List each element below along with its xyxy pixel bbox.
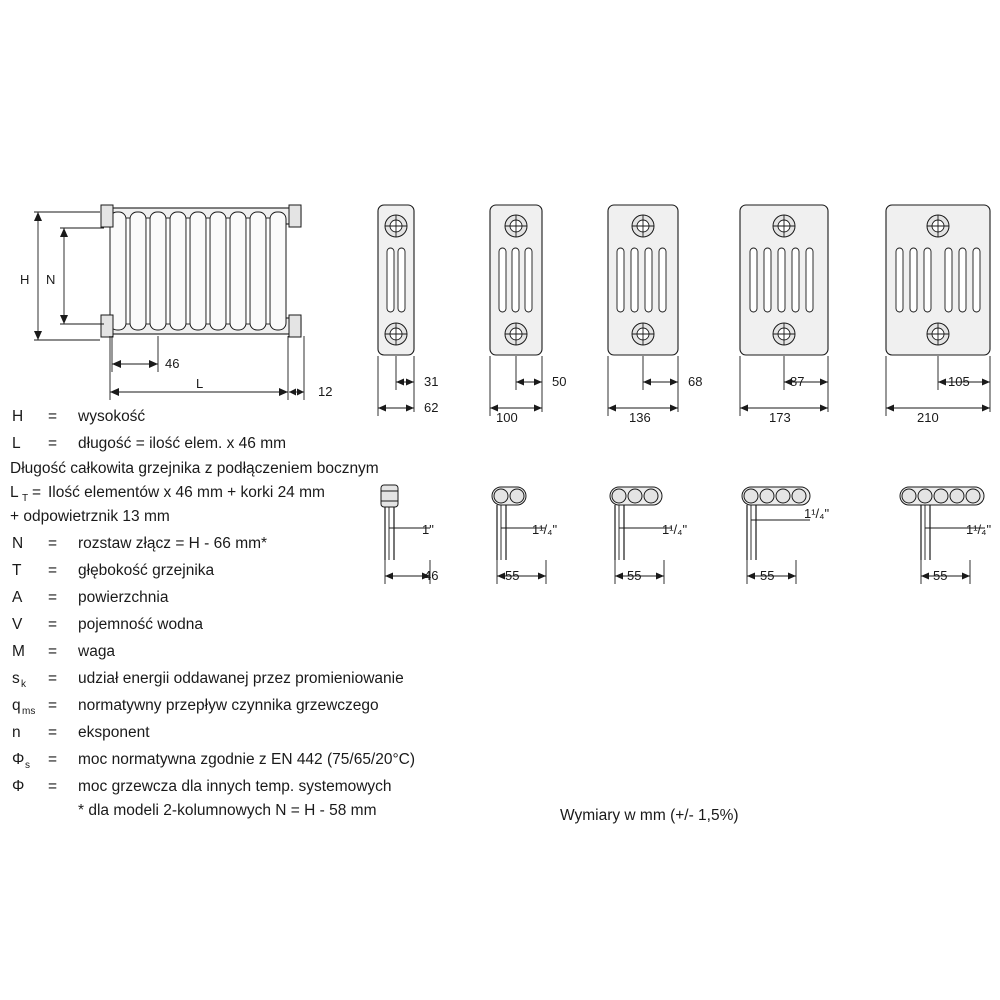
section-2-column <box>378 205 438 416</box>
legend-description: pojemność wodna <box>78 616 203 633</box>
section-4-column-total: 136 <box>629 410 651 425</box>
legend-list <box>10 408 415 819</box>
legend-symbol: n <box>12 724 21 741</box>
legend-description: eksponent <box>78 724 150 741</box>
connection-detail-2-column <box>381 485 438 584</box>
legend-symbol: H <box>12 408 24 425</box>
section-2-column-total: 62 <box>424 400 439 415</box>
section-6-column-depth: 105 <box>948 374 970 389</box>
legend-description: normatywny przepływ czynnika grzewczego <box>78 697 379 714</box>
section-5-column <box>740 205 828 425</box>
connection-detail-6-column <box>900 487 991 584</box>
legend-equals: = <box>48 670 58 687</box>
legend-symbol: Φ <box>12 778 25 795</box>
legend-description: moc normatywna zgodnie z EN 442 (75/65/20°C) <box>78 751 416 768</box>
legend-equals: = <box>48 643 58 660</box>
legend-subscript: T <box>22 493 29 504</box>
legend-description: rozstaw złącz = H - 66 mm* <box>78 535 268 552</box>
dim-46-label: 46 <box>165 356 180 371</box>
legend-symbol: M <box>12 643 25 660</box>
connection-spacing-6-column: 55 <box>933 568 948 583</box>
legend-equals: = <box>48 435 58 452</box>
legend-description: moc grzewcza dla innych temp. systemowych <box>78 778 392 795</box>
legend-description: wysokość <box>78 408 146 425</box>
connection-detail-3-column <box>492 487 557 584</box>
legend-description: udział energii oddawanej przez promieniowanie <box>78 670 404 687</box>
section-3-column-depth: 50 <box>552 374 567 389</box>
legend-equals: = <box>48 562 58 579</box>
dim-L-label: L <box>196 376 204 391</box>
section-5-column-total: 173 <box>769 410 791 425</box>
legend-symbol: T <box>12 562 22 579</box>
legend-description: Ilość elementów x 46 mm + korki 24 mm <box>48 484 325 501</box>
connection-spacing-2-column: 46 <box>424 568 439 583</box>
legend-equals: = <box>48 724 58 741</box>
legend-description: powierzchnia <box>78 589 169 606</box>
section-2-column-depth: 31 <box>424 374 439 389</box>
dim-H-label: H <box>20 272 30 287</box>
legend-subscript: k <box>21 679 26 690</box>
legend-equals: = <box>48 535 58 552</box>
thread-size-5-column: 1¹/₄" <box>804 506 830 521</box>
legend-equals: = <box>48 697 58 714</box>
legend-symbol: N <box>12 535 24 552</box>
thread-size-2-column: 1" <box>422 522 434 537</box>
connection-spacing-5-column: 55 <box>760 568 775 583</box>
legend-equals: = <box>48 751 58 768</box>
connection-detail-4-column <box>610 487 687 584</box>
legend-equals: = <box>32 484 42 501</box>
connection-detail-5-column <box>742 487 829 584</box>
units-footnote: Wymiary w mm (+/- 1,5%) <box>560 807 739 824</box>
legend-equals: = <box>48 778 58 795</box>
section-5-column-depth: 87 <box>790 374 805 389</box>
legend-description: długość = ilość elem. x 46 mm <box>78 435 287 452</box>
legend-footnote-asterisk: * dla modeli 2-kolumnowych N = H - 58 mm <box>78 802 377 819</box>
legend-description: głębokość grzejnika <box>78 562 215 579</box>
thread-size-4-column: 1¹/₄" <box>662 522 688 537</box>
section-3-column <box>490 205 566 425</box>
section-4-column-depth: 68 <box>688 374 703 389</box>
dim-12-label: 12 <box>318 384 333 399</box>
legend-equals: = <box>48 408 58 425</box>
legend-description: waga <box>78 643 116 660</box>
section-4-column <box>608 205 702 425</box>
legend-symbol: q <box>12 697 21 714</box>
thread-size-6-column: 1¹/₄" <box>966 522 992 537</box>
legend-equals: = <box>48 616 58 633</box>
legend-symbol: V <box>12 616 23 633</box>
legend-symbol: A <box>12 589 23 606</box>
legend-subscript: s <box>25 760 30 771</box>
section-6-column-total: 210 <box>917 410 939 425</box>
side-view-radiator <box>20 205 332 400</box>
legend-symbol: s <box>12 670 20 687</box>
legend-symbol: L <box>10 484 19 501</box>
dim-N-label: N <box>46 272 56 287</box>
section-6-column <box>886 205 990 425</box>
legend-symbol: L <box>12 435 21 452</box>
thread-size-3-column: 1¹/₄" <box>532 522 558 537</box>
connection-spacing-4-column: 55 <box>627 568 642 583</box>
legend-subscript: ms <box>22 706 36 717</box>
legend-description: Długość całkowita grzejnika z podłączeniem bocznym <box>10 460 379 477</box>
legend-description: + odpowietrznik 13 mm <box>10 508 170 525</box>
connection-spacing-3-column: 55 <box>505 568 520 583</box>
section-3-column-total: 100 <box>496 410 518 425</box>
legend-equals: = <box>48 589 58 606</box>
legend-symbol: Φ <box>12 751 25 768</box>
